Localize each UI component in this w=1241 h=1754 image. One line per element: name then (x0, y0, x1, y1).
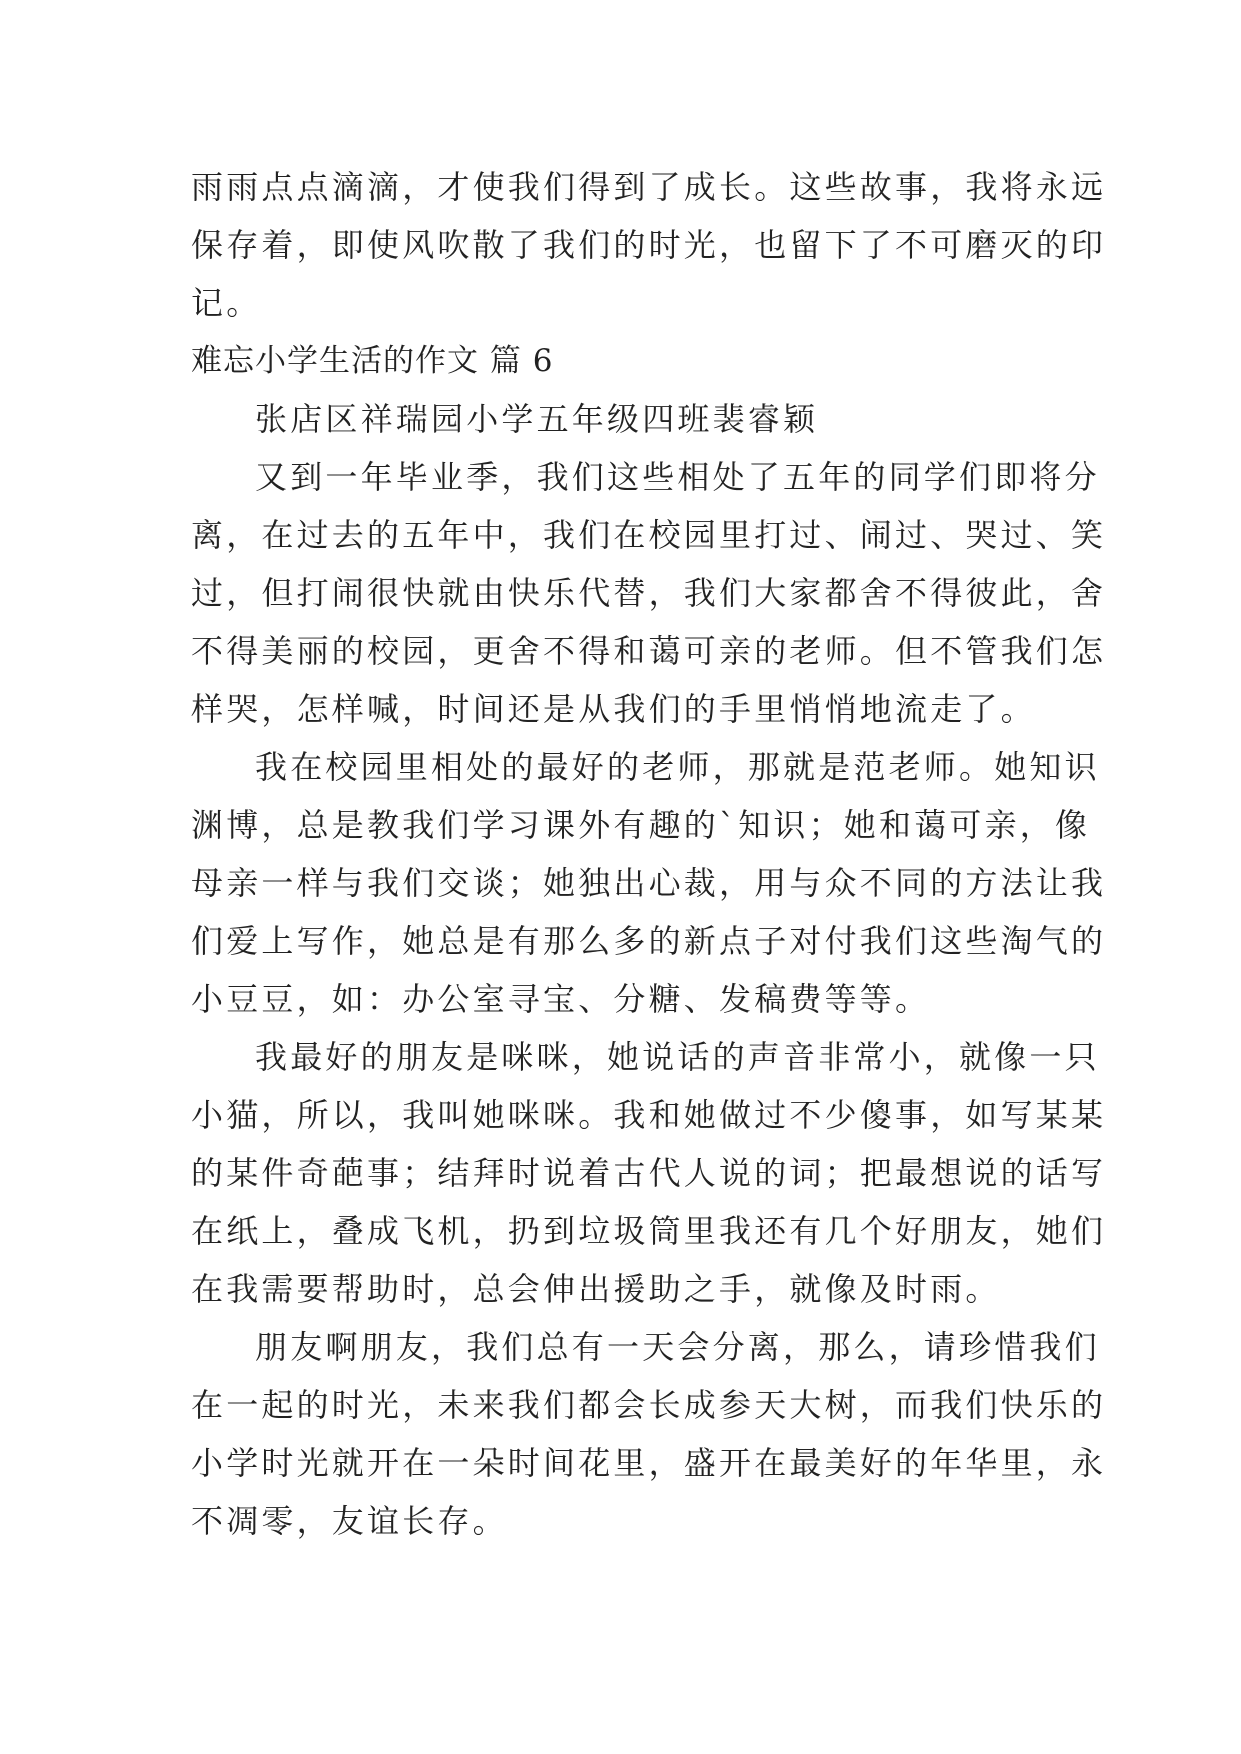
paragraph-start-line: 朋友啊朋友，我们总有一天会分离，那么，请珍惜我们 (255, 1328, 1100, 1366)
text-line: 记。 (191, 284, 262, 322)
text-line: 离，在过去的五年中，我们在校园里打过、闹过、哭过、笑 (191, 516, 1107, 554)
text-line: 小学时光就开在一朵时间花里，盛开在最美好的年华里，永 (191, 1444, 1107, 1482)
document-body (191, 158, 1107, 1550)
author-line: 张店区祥瑞园小学五年级四班裴睿颖 (255, 400, 819, 438)
text-line: 母亲一样与我们交谈；她独出心裁，用与众不同的方法让我 (191, 864, 1107, 902)
text-line: 不凋零，友谊长存。 (191, 1502, 508, 1540)
paragraph-start-line: 又到一年毕业季，我们这些相处了五年的同学们即将分 (255, 458, 1100, 496)
text-line: 渊博，总是教我们学习课外有趣的`知识；她和蔼可亲，像 (191, 806, 1091, 844)
text-line: 在我需要帮助时，总会伸出援助之手，就像及时雨。 (191, 1270, 1001, 1308)
text-line: 小豆豆，如：办公室寻宝、分糖、发稿费等等。 (191, 980, 931, 1018)
text-line: 在一起的时光，未来我们都会长成参天大树，而我们快乐的 (191, 1386, 1107, 1424)
text-line: 保存着，即使风吹散了我们的时光，也留下了不可磨灭的印 (191, 226, 1107, 264)
text-line: 过，但打闹很快就由快乐代替，我们大家都舍不得彼此，舍 (191, 574, 1107, 612)
text-line: 样哭，怎样喊，时间还是从我们的手里悄悄地流走了。 (191, 690, 1036, 728)
text-line: 在纸上，叠成飞机，扔到垃圾筒里我还有几个好朋友，她们 (191, 1212, 1107, 1250)
text-line: 不得美丽的校园，更舍不得和蔼可亲的老师。但不管我们怎 (191, 632, 1107, 670)
text-line: 雨雨点点滴滴，才使我们得到了成长。这些故事，我将永远 (191, 168, 1107, 206)
paragraph-start-line: 我最好的朋友是咪咪，她说话的声音非常小，就像一只 (255, 1038, 1100, 1076)
text-line: 的某件奇葩事；结拜时说着古代人说的词；把最想说的话写 (191, 1154, 1107, 1192)
paragraph-start-line: 我在校园里相处的最好的老师，那就是范老师。她知识 (255, 748, 1100, 786)
text-line: 小猫，所以，我叫她咪咪。我和她做过不少傻事，如写某某 (191, 1096, 1107, 1134)
section-heading: 难忘小学生活的作文 篇 6 (191, 343, 554, 379)
text-line: 们爱上写作，她总是有那么多的新点子对付我们这些淘气的 (191, 922, 1107, 960)
